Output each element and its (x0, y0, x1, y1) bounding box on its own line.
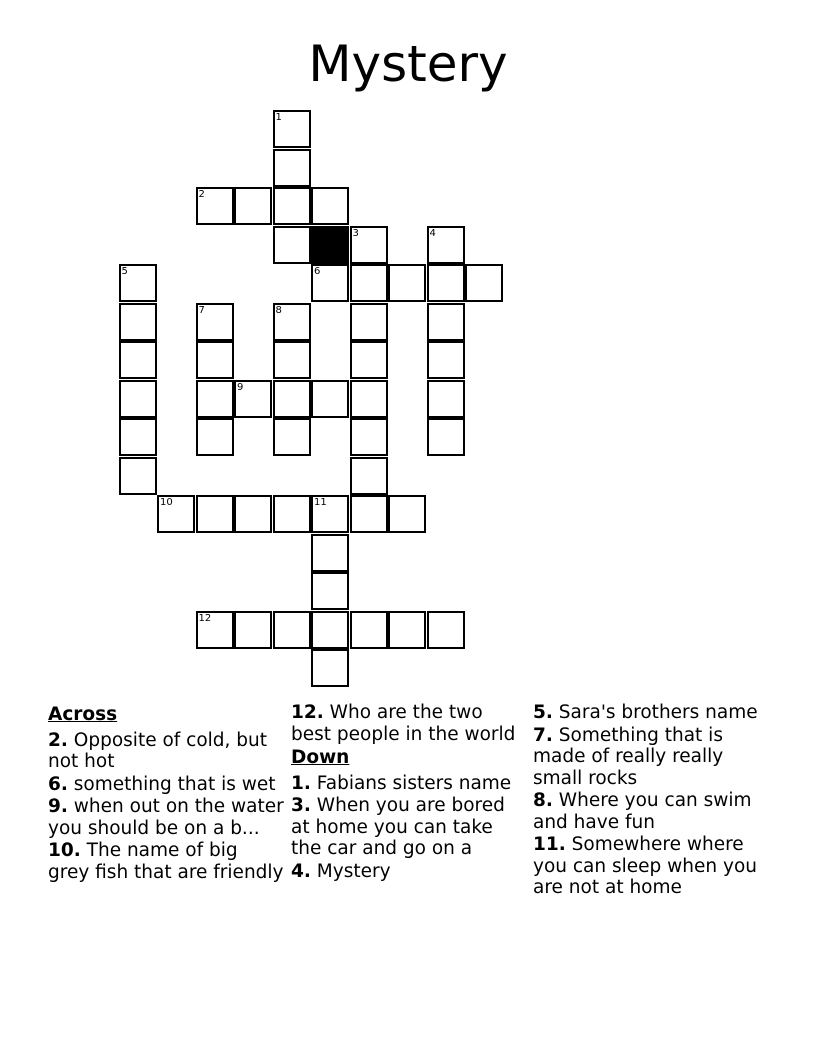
clue-number: 5 (121, 266, 128, 277)
grid-cell[interactable] (273, 226, 311, 264)
grid-cell[interactable] (119, 457, 157, 495)
grid-cell[interactable] (273, 380, 311, 418)
grid-cell[interactable] (350, 457, 388, 495)
grid-cell[interactable] (388, 495, 426, 533)
grid-cell[interactable] (119, 418, 157, 456)
grid-cell[interactable] (427, 611, 465, 649)
grid-cell[interactable] (273, 418, 311, 456)
clue-number: 2 (198, 189, 205, 200)
across-heading: Across (48, 704, 118, 725)
clues-column-2 (291, 702, 527, 883)
grid-cell[interactable] (234, 380, 272, 418)
grid-cell[interactable] (119, 341, 157, 379)
grid-cell[interactable] (427, 226, 465, 264)
grid-cell[interactable] (427, 303, 465, 341)
across-clue-6: 6. something that is wet (48, 773, 276, 795)
grid-cell[interactable] (311, 611, 349, 649)
grid-cell[interactable] (196, 341, 234, 379)
clue-number: 3 (352, 227, 359, 239)
down-clue-11: 11. Somewhere where you can sleep when you are not at home (533, 834, 757, 898)
grid-cell[interactable] (388, 264, 426, 302)
grid-cell[interactable] (234, 495, 272, 533)
down-clue-7: 7. Something that is made of really really small rocks (533, 724, 724, 789)
grid-cell[interactable] (273, 611, 311, 649)
grid-cell[interactable] (196, 187, 234, 225)
grid-cell[interactable] (311, 380, 349, 418)
clue-number: 10 (160, 497, 173, 508)
grid-cell[interactable] (427, 341, 465, 379)
clue-number: 6 (314, 266, 321, 277)
grid-cell[interactable] (196, 380, 234, 418)
grid-cell[interactable] (427, 264, 465, 302)
grid-cell[interactable] (350, 226, 388, 264)
grid-cell[interactable] (427, 380, 465, 418)
grid-cell[interactable] (350, 611, 388, 649)
grid-cell[interactable] (196, 303, 234, 341)
grid-cell[interactable] (465, 264, 503, 302)
grid-cell[interactable] (273, 149, 311, 187)
grid-cell[interactable] (350, 380, 388, 418)
down-clue-4: 4. Mystery (291, 860, 391, 882)
grid-cell[interactable] (234, 611, 272, 649)
clue-number: 12 (198, 612, 212, 624)
page-title: Mystery (308, 35, 508, 93)
clue-number: 9 (237, 381, 244, 393)
grid-cell[interactable] (311, 187, 349, 225)
grid-cell[interactable] (273, 110, 311, 148)
grid-cell[interactable] (273, 341, 311, 379)
down-clue-5: 5. Sara's brothers name (533, 702, 758, 723)
clue-number: 1 (275, 112, 282, 123)
grid-cell[interactable] (119, 380, 157, 418)
grid-cell[interactable] (350, 495, 388, 533)
grid-cell[interactable] (388, 611, 426, 649)
grid-cell[interactable] (350, 264, 388, 302)
clues-column-1 (48, 702, 284, 884)
grid-cell[interactable] (273, 495, 311, 533)
grid-cell[interactable] (119, 264, 157, 302)
clue-number: 4 (429, 227, 436, 239)
grid-cell[interactable] (273, 303, 311, 341)
down-clue-8: 8. Where you can swim and have fun (533, 790, 752, 833)
grid-cell[interactable] (311, 264, 349, 302)
grid-cell[interactable] (350, 418, 388, 456)
down-clue-3: 3. When you are bored at home you can take the car and go on a (291, 795, 505, 859)
grid-cell[interactable] (273, 187, 311, 225)
down-clue-1: 1. Fabians sisters name (291, 772, 512, 794)
across-clue-12: 12. Who are the two best people in the world (291, 702, 516, 745)
grid-cell[interactable] (196, 495, 234, 533)
clues-column-3 (533, 702, 769, 900)
grid-cell[interactable] (311, 649, 349, 687)
grid-cell[interactable] (157, 495, 195, 533)
grid-cell[interactable] (196, 418, 234, 456)
across-clue-9: 9. when out on the water you should be on a b... (48, 796, 284, 839)
black-cell (311, 226, 349, 264)
clue-number: 8 (275, 304, 282, 316)
across-clue-2: 2. Opposite of cold, but not hot (48, 729, 268, 772)
grid-cell[interactable] (311, 495, 349, 533)
grid-cell[interactable] (196, 611, 234, 649)
clue-number: 7 (198, 304, 205, 316)
grid-cell[interactable] (311, 534, 349, 572)
grid-cell[interactable] (119, 303, 157, 341)
grid-cell[interactable] (427, 418, 465, 456)
grid-cell[interactable] (350, 303, 388, 341)
clue-number: 11 (314, 497, 327, 508)
grid-cell[interactable] (350, 341, 388, 379)
down-heading: Down (291, 747, 350, 768)
grid-cell[interactable] (234, 187, 272, 225)
grid-cell[interactable] (311, 572, 349, 610)
across-clue-10: 10. The name of big grey fish that are friendly (48, 840, 284, 883)
